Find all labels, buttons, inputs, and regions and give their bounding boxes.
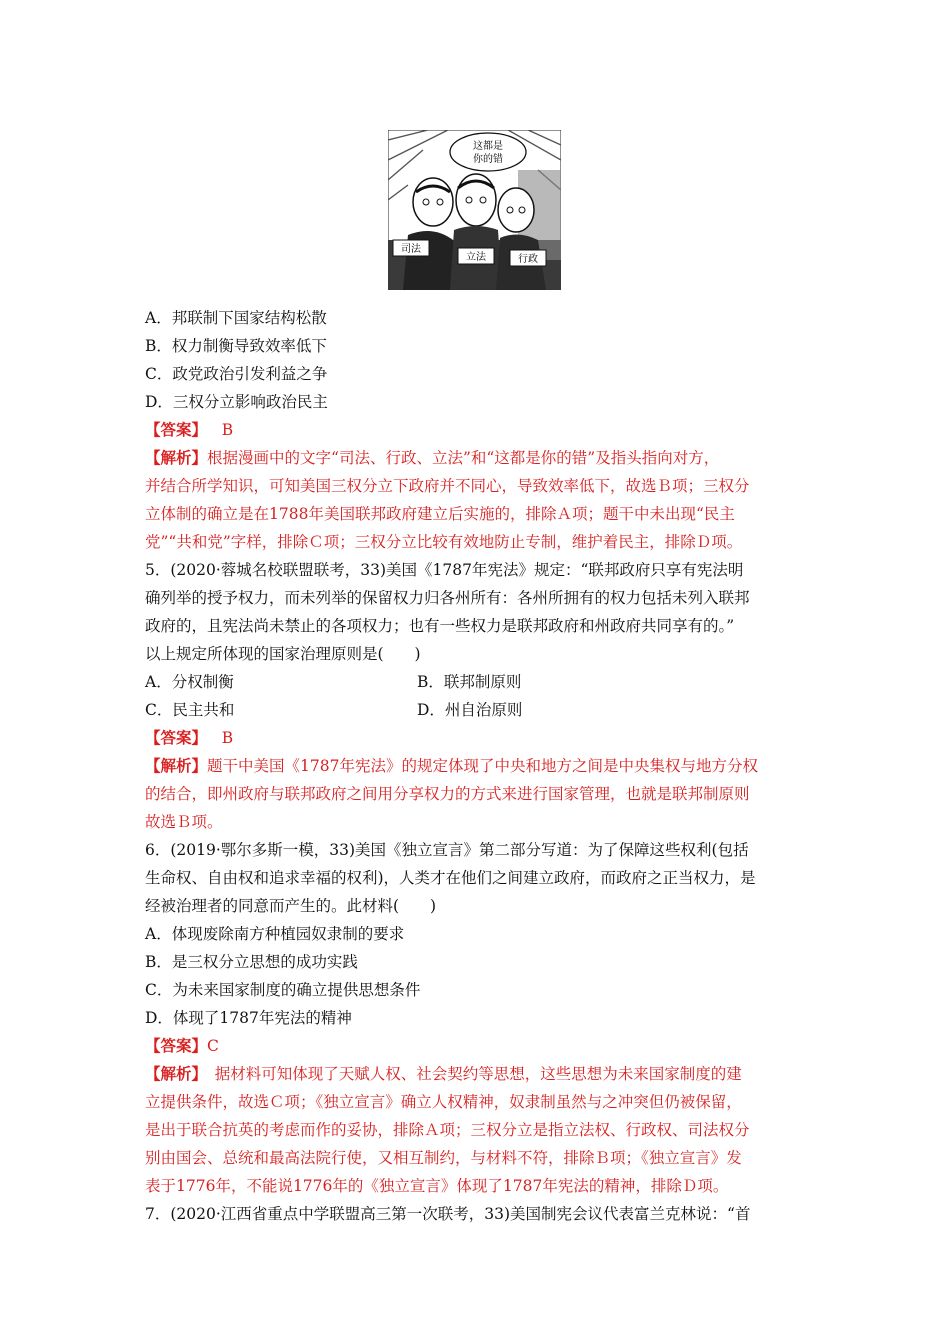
- q5-option-c: C．民主共和: [145, 701, 235, 719]
- analysis-text: 题干中美国《1787年宪法》的规定体现了中央和地方之间是中央集权与地方分权: [207, 757, 758, 775]
- q6-stem-line-1: 6．(2019·鄂尔多斯一模，33)美国《独立宣言》第二部分写道：为了保障这些权利(包括: [145, 841, 749, 859]
- q4-answer: [145, 416, 815, 444]
- q5-answer: [145, 724, 815, 752]
- q4-analysis-line-4: 党”“共和党”字样，排除Ｃ项；三权分立比较有效地防止专制，维护着民主，排除Ｄ项。: [145, 533, 743, 551]
- analysis-text: 根据漫画中的文字“司法、行政、立法”和“这都是你的错”及指头指向对方，: [207, 449, 720, 467]
- q4-option-b: B．权力制衡导致效率低下: [145, 337, 327, 355]
- q6-answer: [145, 1032, 815, 1060]
- analysis-label: 【解析】: [145, 448, 208, 467]
- analysis-label: 【解析】: [145, 1064, 200, 1083]
- q5-option-a: A．分权制衡: [145, 673, 234, 691]
- q6-analysis-line-4: 别由国会、总统和最高法院行使，又相互制约，与材料不符，排除Ｂ项；《独立宣言》发: [145, 1149, 742, 1167]
- q6-option-b: B．是三权分立思想的成功实践: [145, 953, 358, 971]
- q5-option-row-1: [145, 668, 815, 696]
- answer-label: 【答案】: [145, 728, 208, 747]
- q6-analysis-line-3: 是出于联合抗英的考虑而作的妥协，排除Ａ项；三权分立是指立法权、行政权、司法权分: [145, 1121, 750, 1139]
- analysis-text: 据材料可知体现了天赋人权、社会契约等思想，这些思想为未来国家制度的建: [199, 1065, 742, 1083]
- label-legislative: 立法: [466, 252, 486, 263]
- q6-option-a: A．体现废除南方种植园奴隶制的要求: [145, 925, 405, 943]
- question-content: [145, 304, 815, 1228]
- answer-value: B: [221, 729, 234, 747]
- q5-analysis-line-3: 故选Ｂ项。: [145, 813, 223, 831]
- q5-option-b: B．联邦制原则: [417, 673, 522, 691]
- q4-option-d: D．三权分立影响政治民主: [145, 393, 328, 411]
- analysis-label: 【解析】: [145, 756, 208, 775]
- q5-option-d: D．州自治原则: [417, 701, 523, 719]
- bubble-line-1: 这都是: [473, 141, 503, 152]
- q5-option-row-2: [145, 696, 815, 724]
- q6-stem-line-2: 生命权、自由权和追求幸福的权利)，人类才在他们之间建立政府，而政府之正当权力，是: [145, 869, 756, 887]
- q5-analysis-line-1: [145, 752, 815, 780]
- q4-option-a: A．邦联制下国家结构松散: [145, 309, 327, 327]
- political-cartoon: [388, 130, 561, 290]
- q5-stem-line-3: 政府的，且宪法尚未禁止的各项权力；也有一些权力是联邦政府和州政府共同享有的。”: [145, 617, 735, 635]
- q5-stem-line-4: 以上规定所体现的国家治理原则是( ): [145, 645, 421, 663]
- answer-label: 【答案】: [145, 1036, 208, 1055]
- q6-analysis-line-1: [145, 1060, 815, 1088]
- bubble-line-2: 你的错: [473, 154, 503, 165]
- q4-analysis-line-1: [145, 444, 815, 472]
- q5-analysis-line-2: 的结合，即州政府与联邦政府之间用分享权力的方式来进行国家管理，也就是联邦制原则: [145, 785, 750, 803]
- q6-analysis-line-2: 立提供条件，故选Ｃ项；《独立宣言》确立人权精神，奴隶制虽然与之冲突但仍被保留，: [145, 1093, 742, 1111]
- q5-stem-line-2: 确列举的授予权力，而未列举的保留权力归各州所有：各州所拥有的权力包括未列入联邦: [145, 589, 750, 607]
- q4-analysis-line-2: 并结合所学知识，可知美国三权分立下政府并不同心，导致效率低下，故选Ｂ项；三权分: [145, 477, 750, 495]
- speech-bubble: [450, 133, 526, 171]
- q7-stem-line-1: 7．(2020·江西省重点中学联盟高三第一次联考，33)美国制宪会议代表富兰克林说：“首: [145, 1205, 751, 1223]
- label-judicial: 司法: [401, 244, 421, 255]
- answer-label: 【答案】: [145, 420, 208, 439]
- answer-value: B: [221, 421, 234, 439]
- q4-option-c: C．政党政治引发利益之争: [145, 365, 328, 383]
- q5-stem-line-1: 5．(2020·蓉城名校联盟联考，33)美国《1787年宪法》规定：“联邦政府只享有宪法明: [145, 561, 744, 579]
- q6-analysis-line-5: 表于1776年，不能说1776年的《独立宣言》体现了1787年宪法的精神，排除Ｄ项。: [145, 1177, 729, 1195]
- q6-option-c: C．为未来国家制度的确立提供思想条件: [145, 981, 421, 999]
- label-executive: 行政: [518, 254, 538, 265]
- q6-stem-line-3: 经被治理者的同意而产生的。此材料( ): [145, 897, 437, 915]
- executive-head: [498, 188, 534, 232]
- q4-analysis-line-3: 立体制的确立是在1788年美国联邦政府建立后实施的，排除Ａ项；题干中未出现“民主: [145, 505, 735, 523]
- q6-option-d: D．体现了1787年宪法的精神: [145, 1009, 352, 1027]
- answer-value: C: [207, 1037, 219, 1055]
